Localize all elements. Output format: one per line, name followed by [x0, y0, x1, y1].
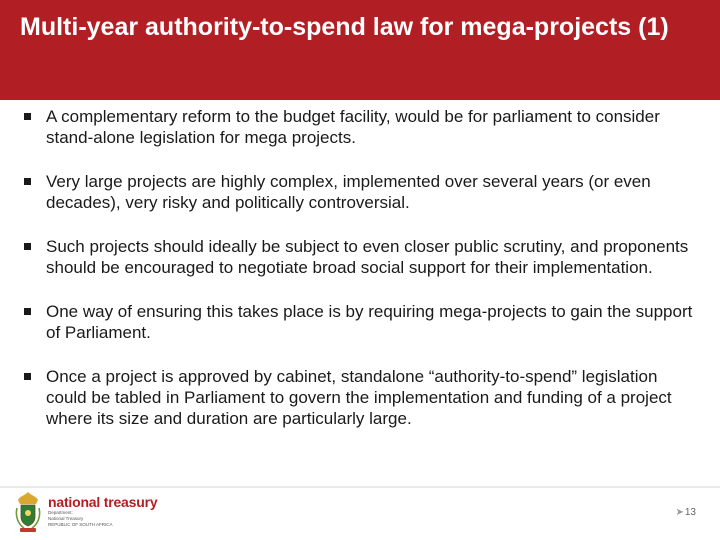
logo-text	[48, 494, 157, 528]
bullet-list	[22, 106, 702, 429]
bullet-text: Such projects should ideally be subject to even closer public scrutiny, and proponents should be encouraged to negotiate broad social support for their implementation.	[46, 237, 689, 277]
coat-of-arms-icon	[14, 490, 42, 534]
square-bullet-icon	[24, 373, 31, 380]
bullet-text: Once a project is approved by cabinet, standalone “authority-to-spend” legislation could be tabled in Parliament to govern the implementation and funding of a project where its size and duration are particularly large.	[46, 367, 672, 428]
page-number	[675, 507, 696, 518]
page-marker-icon: ➤	[675, 507, 684, 518]
page-number-value: 13	[684, 507, 696, 518]
bullet-item	[22, 106, 702, 148]
brand-name: national treasury	[48, 494, 158, 510]
footer-divider	[0, 486, 720, 488]
square-bullet-icon	[24, 243, 31, 250]
bullet-item	[22, 301, 702, 343]
footer	[0, 476, 720, 540]
bullet-item	[22, 236, 702, 278]
bullet-text: Very large projects are highly complex, implemented over several years (or even decades), very risky and politically controversial.	[46, 172, 651, 212]
slide-title: Multi-year authority-to-spend law for mega-projects (1)	[20, 13, 669, 41]
bullet-text: A complementary reform to the budget facility, would be for parliament to consider stand-alone legislation for mega projects.	[46, 107, 660, 147]
country-line: REPUBLIC OF SOUTH AFRICA	[48, 522, 113, 527]
bullet-item	[22, 366, 702, 429]
square-bullet-icon	[24, 113, 31, 120]
department-line: Department:	[48, 510, 73, 515]
square-bullet-icon	[24, 178, 31, 185]
title-bar	[0, 0, 720, 100]
bullet-item	[22, 171, 702, 213]
bullet-text: One way of ensuring this takes place is by requiring mega-projects to gain the support of Parliament.	[46, 302, 693, 342]
national-treasury-logo	[14, 490, 184, 538]
square-bullet-icon	[24, 308, 31, 315]
department-line: National Treasury	[48, 516, 84, 521]
